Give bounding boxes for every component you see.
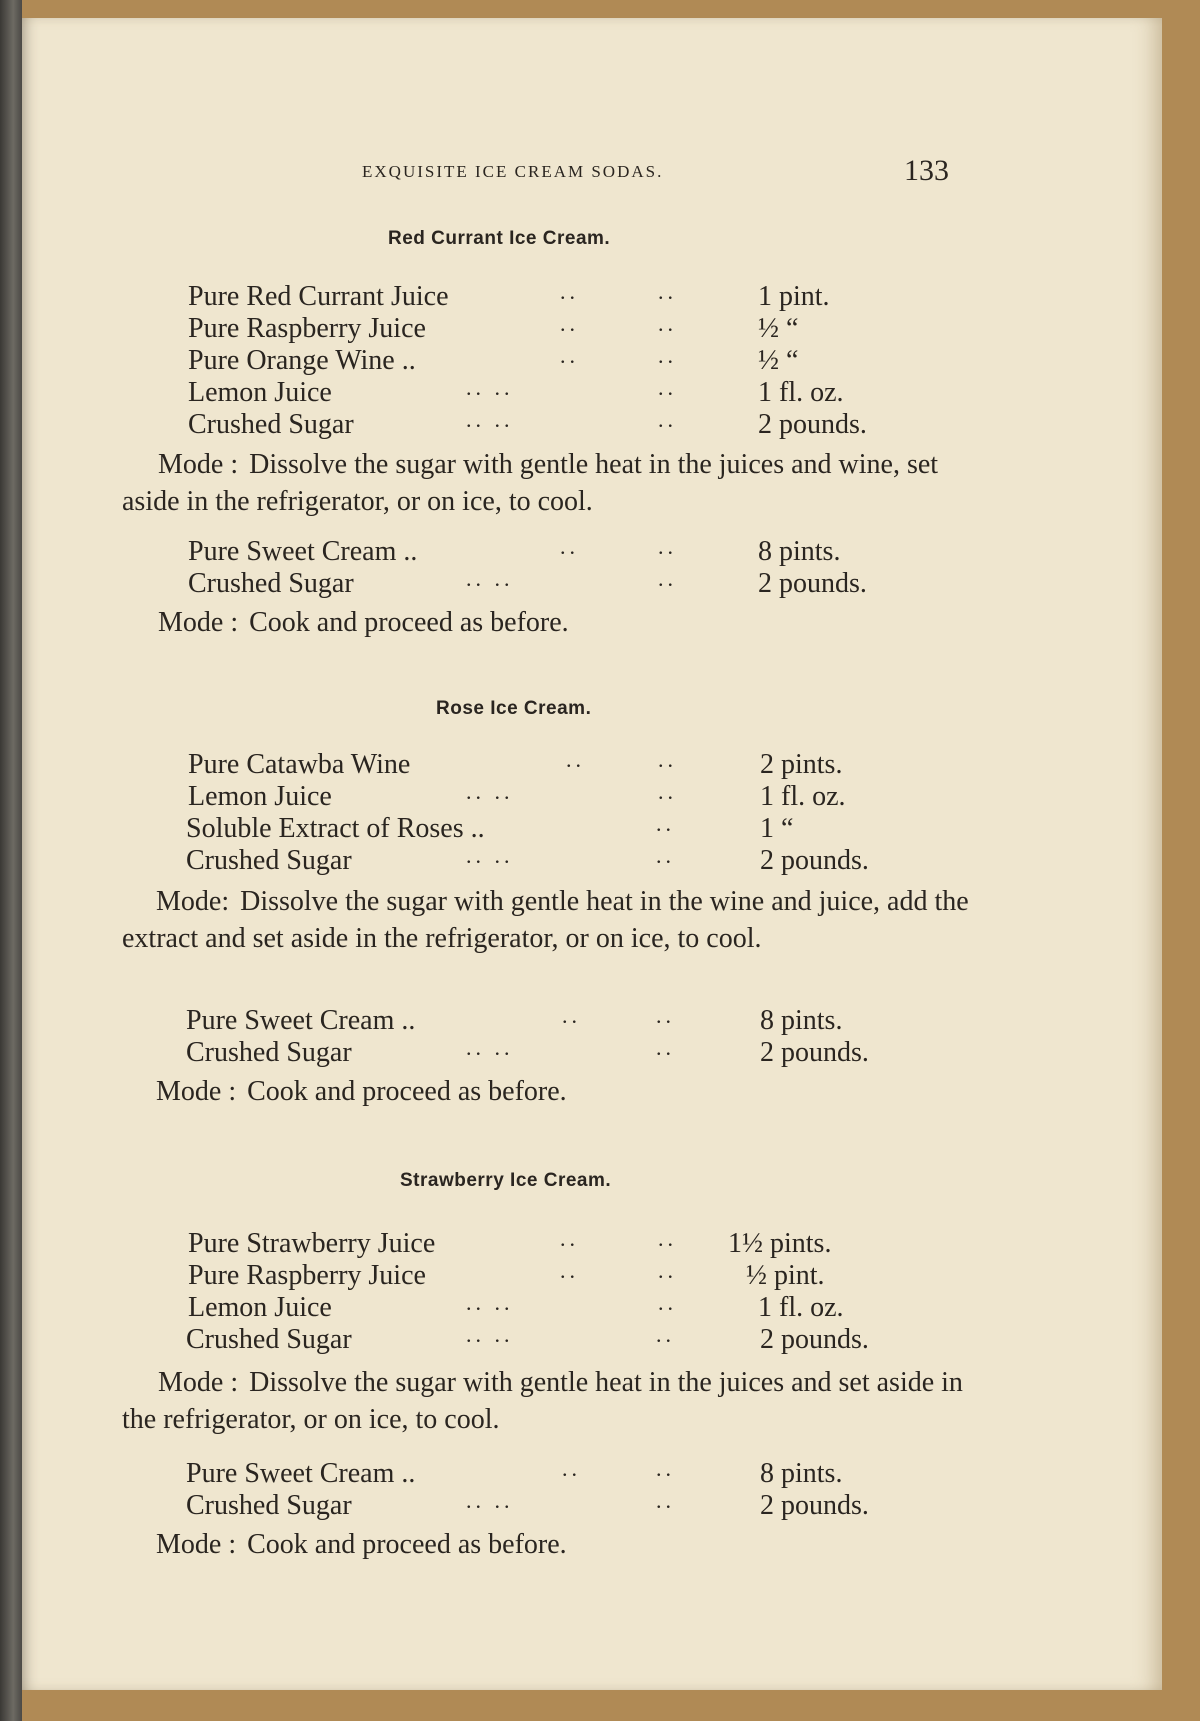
ingredient-name: Lemon Juice xyxy=(188,781,332,812)
leader-dots: .. xyxy=(656,1003,675,1028)
leader-dots: .. .. xyxy=(466,375,514,400)
leader-dots: .. xyxy=(560,1258,579,1283)
leader-dots: .. xyxy=(658,407,677,432)
section-title-rose: Rose Ice Cream. xyxy=(436,698,592,719)
mode-label: Mode : xyxy=(156,1076,237,1107)
leader-dots: .. xyxy=(560,311,579,336)
leader-dots: .. xyxy=(658,375,677,400)
ingredient-quantity: 2 pounds. xyxy=(758,409,867,440)
ingredient-name: Crushed Sugar xyxy=(186,1490,352,1521)
ingredient-name: Lemon Juice xyxy=(188,1292,332,1323)
leader-dots: .. xyxy=(656,1035,675,1060)
leader-dots: .. xyxy=(658,343,677,368)
leader-dots: .. .. xyxy=(466,843,514,868)
ingredient-name: Pure Red Currant Juice xyxy=(188,281,449,312)
ingredient-quantity: ½ pint. xyxy=(746,1260,825,1291)
leader-dots: .. .. xyxy=(466,1322,514,1347)
leader-dots: .. xyxy=(658,311,677,336)
ingredient-name: Pure Catawba Wine xyxy=(188,749,411,780)
mode-label: Mode : xyxy=(158,607,239,638)
leader-dots: .. xyxy=(658,1258,677,1283)
leader-dots: .. .. xyxy=(466,566,514,591)
book-spine xyxy=(0,0,22,1721)
mode-label: Mode: xyxy=(156,886,230,917)
ingredient-quantity: 2 pounds. xyxy=(758,568,867,599)
leader-dots: .. xyxy=(566,747,585,772)
leader-dots: .. xyxy=(562,1003,581,1028)
ingredient-quantity: ½ “ xyxy=(758,345,799,376)
leader-dots: .. xyxy=(656,843,675,868)
ingredient-name: Pure Raspberry Juice xyxy=(188,1260,426,1291)
section-title-red-currant: Red Currant Ice Cream. xyxy=(388,228,611,249)
running-title: EXQUISITE ICE CREAM SODAS. xyxy=(362,162,664,181)
ingredient-name: Pure Strawberry Juice xyxy=(188,1228,436,1259)
leader-dots: .. .. xyxy=(466,1035,514,1060)
leader-dots: .. xyxy=(560,1226,579,1251)
ingredient-name: Crushed Sugar xyxy=(188,568,354,599)
mode-label: Mode : xyxy=(156,1529,237,1560)
ingredient-quantity: 8 pints. xyxy=(760,1458,843,1489)
leader-dots: .. .. xyxy=(466,779,514,804)
mode-text: Dissolve the sugar with gentle heat in the juices and wine, set aside in the refrigerator, or on ice, to cool. xyxy=(122,449,939,517)
leader-dots: .. xyxy=(658,279,677,304)
ingredient-name: Crushed Sugar xyxy=(188,409,354,440)
leader-dots: .. xyxy=(658,566,677,591)
mode-instructions xyxy=(156,1073,1006,1110)
leader-dots: .. xyxy=(560,343,579,368)
leader-dots: .. xyxy=(560,279,579,304)
ingredient-name: Crushed Sugar xyxy=(186,1037,352,1068)
leader-dots: .. xyxy=(658,747,677,772)
leader-dots: .. xyxy=(656,1322,675,1347)
ingredient-quantity: 2 pounds. xyxy=(760,1324,869,1355)
leader-dots: .. .. xyxy=(466,407,514,432)
ingredient-quantity: 1 fl. oz. xyxy=(758,1292,844,1323)
ingredient-quantity: 2 pints. xyxy=(760,749,843,780)
mode-instructions xyxy=(122,446,972,520)
ingredient-quantity: 1 pint. xyxy=(758,281,830,312)
ingredient-name: Pure Sweet Cream .. xyxy=(188,536,418,567)
leader-dots: .. xyxy=(560,534,579,559)
ingredient-quantity: 8 pints. xyxy=(758,536,841,567)
leader-dots: .. xyxy=(656,1488,675,1513)
mode-instructions xyxy=(156,1526,1006,1563)
mode-instructions xyxy=(158,604,1008,641)
leader-dots: .. xyxy=(656,1456,675,1481)
mode-text: Cook and proceed as before. xyxy=(247,1076,567,1107)
leader-dots: .. xyxy=(656,811,675,836)
ingredient-quantity: 2 pounds. xyxy=(760,1490,869,1521)
ingredient-name: Pure Raspberry Juice xyxy=(188,313,426,344)
ingredient-quantity: 1 fl. oz. xyxy=(760,781,846,812)
mode-instructions xyxy=(122,1364,972,1438)
mode-text: Dissolve the sugar with gentle heat in the juices and set aside in the refrigerator, or on ice, to cool. xyxy=(122,1367,963,1435)
ingredient-quantity: ½ “ xyxy=(758,313,799,344)
mode-instructions xyxy=(122,883,972,957)
ingredient-quantity: 1 “ xyxy=(760,813,794,844)
ingredient-name: Pure Orange Wine .. xyxy=(188,345,416,376)
ingredient-quantity: 8 pints. xyxy=(760,1005,843,1036)
mode-text: Cook and proceed as before. xyxy=(247,1529,567,1560)
section-title-strawberry: Strawberry Ice Cream. xyxy=(400,1170,612,1191)
ingredient-name: Crushed Sugar xyxy=(186,845,352,876)
page-number: 133 xyxy=(904,154,949,187)
mode-text: Cook and proceed as before. xyxy=(249,607,569,638)
leader-dots: .. xyxy=(562,1456,581,1481)
ingredient-name: Soluble Extract of Roses .. xyxy=(186,813,485,844)
ingredient-quantity: 2 pounds. xyxy=(760,1037,869,1068)
leader-dots: .. xyxy=(658,1290,677,1315)
leader-dots: .. xyxy=(658,779,677,804)
ingredient-name: Crushed Sugar xyxy=(186,1324,352,1355)
leader-dots: .. .. xyxy=(466,1488,514,1513)
ingredient-quantity: 2 pounds. xyxy=(760,845,869,876)
ingredient-name: Pure Sweet Cream .. xyxy=(186,1458,416,1489)
leader-dots: .. xyxy=(658,534,677,559)
leader-dots: .. .. xyxy=(466,1290,514,1315)
mode-label: Mode : xyxy=(158,1367,239,1398)
ingredient-name: Lemon Juice xyxy=(188,377,332,408)
mode-label: Mode : xyxy=(158,449,239,480)
ingredient-quantity: 1½ pints. xyxy=(728,1228,832,1259)
ingredient-name: Pure Sweet Cream .. xyxy=(186,1005,416,1036)
ingredient-quantity: 1 fl. oz. xyxy=(758,377,844,408)
leader-dots: .. xyxy=(658,1226,677,1251)
mode-text: Dissolve the sugar with gentle heat in the wine and juice, add the extract and set aside in the refrigerator, or on ice, to cool. xyxy=(122,886,969,954)
